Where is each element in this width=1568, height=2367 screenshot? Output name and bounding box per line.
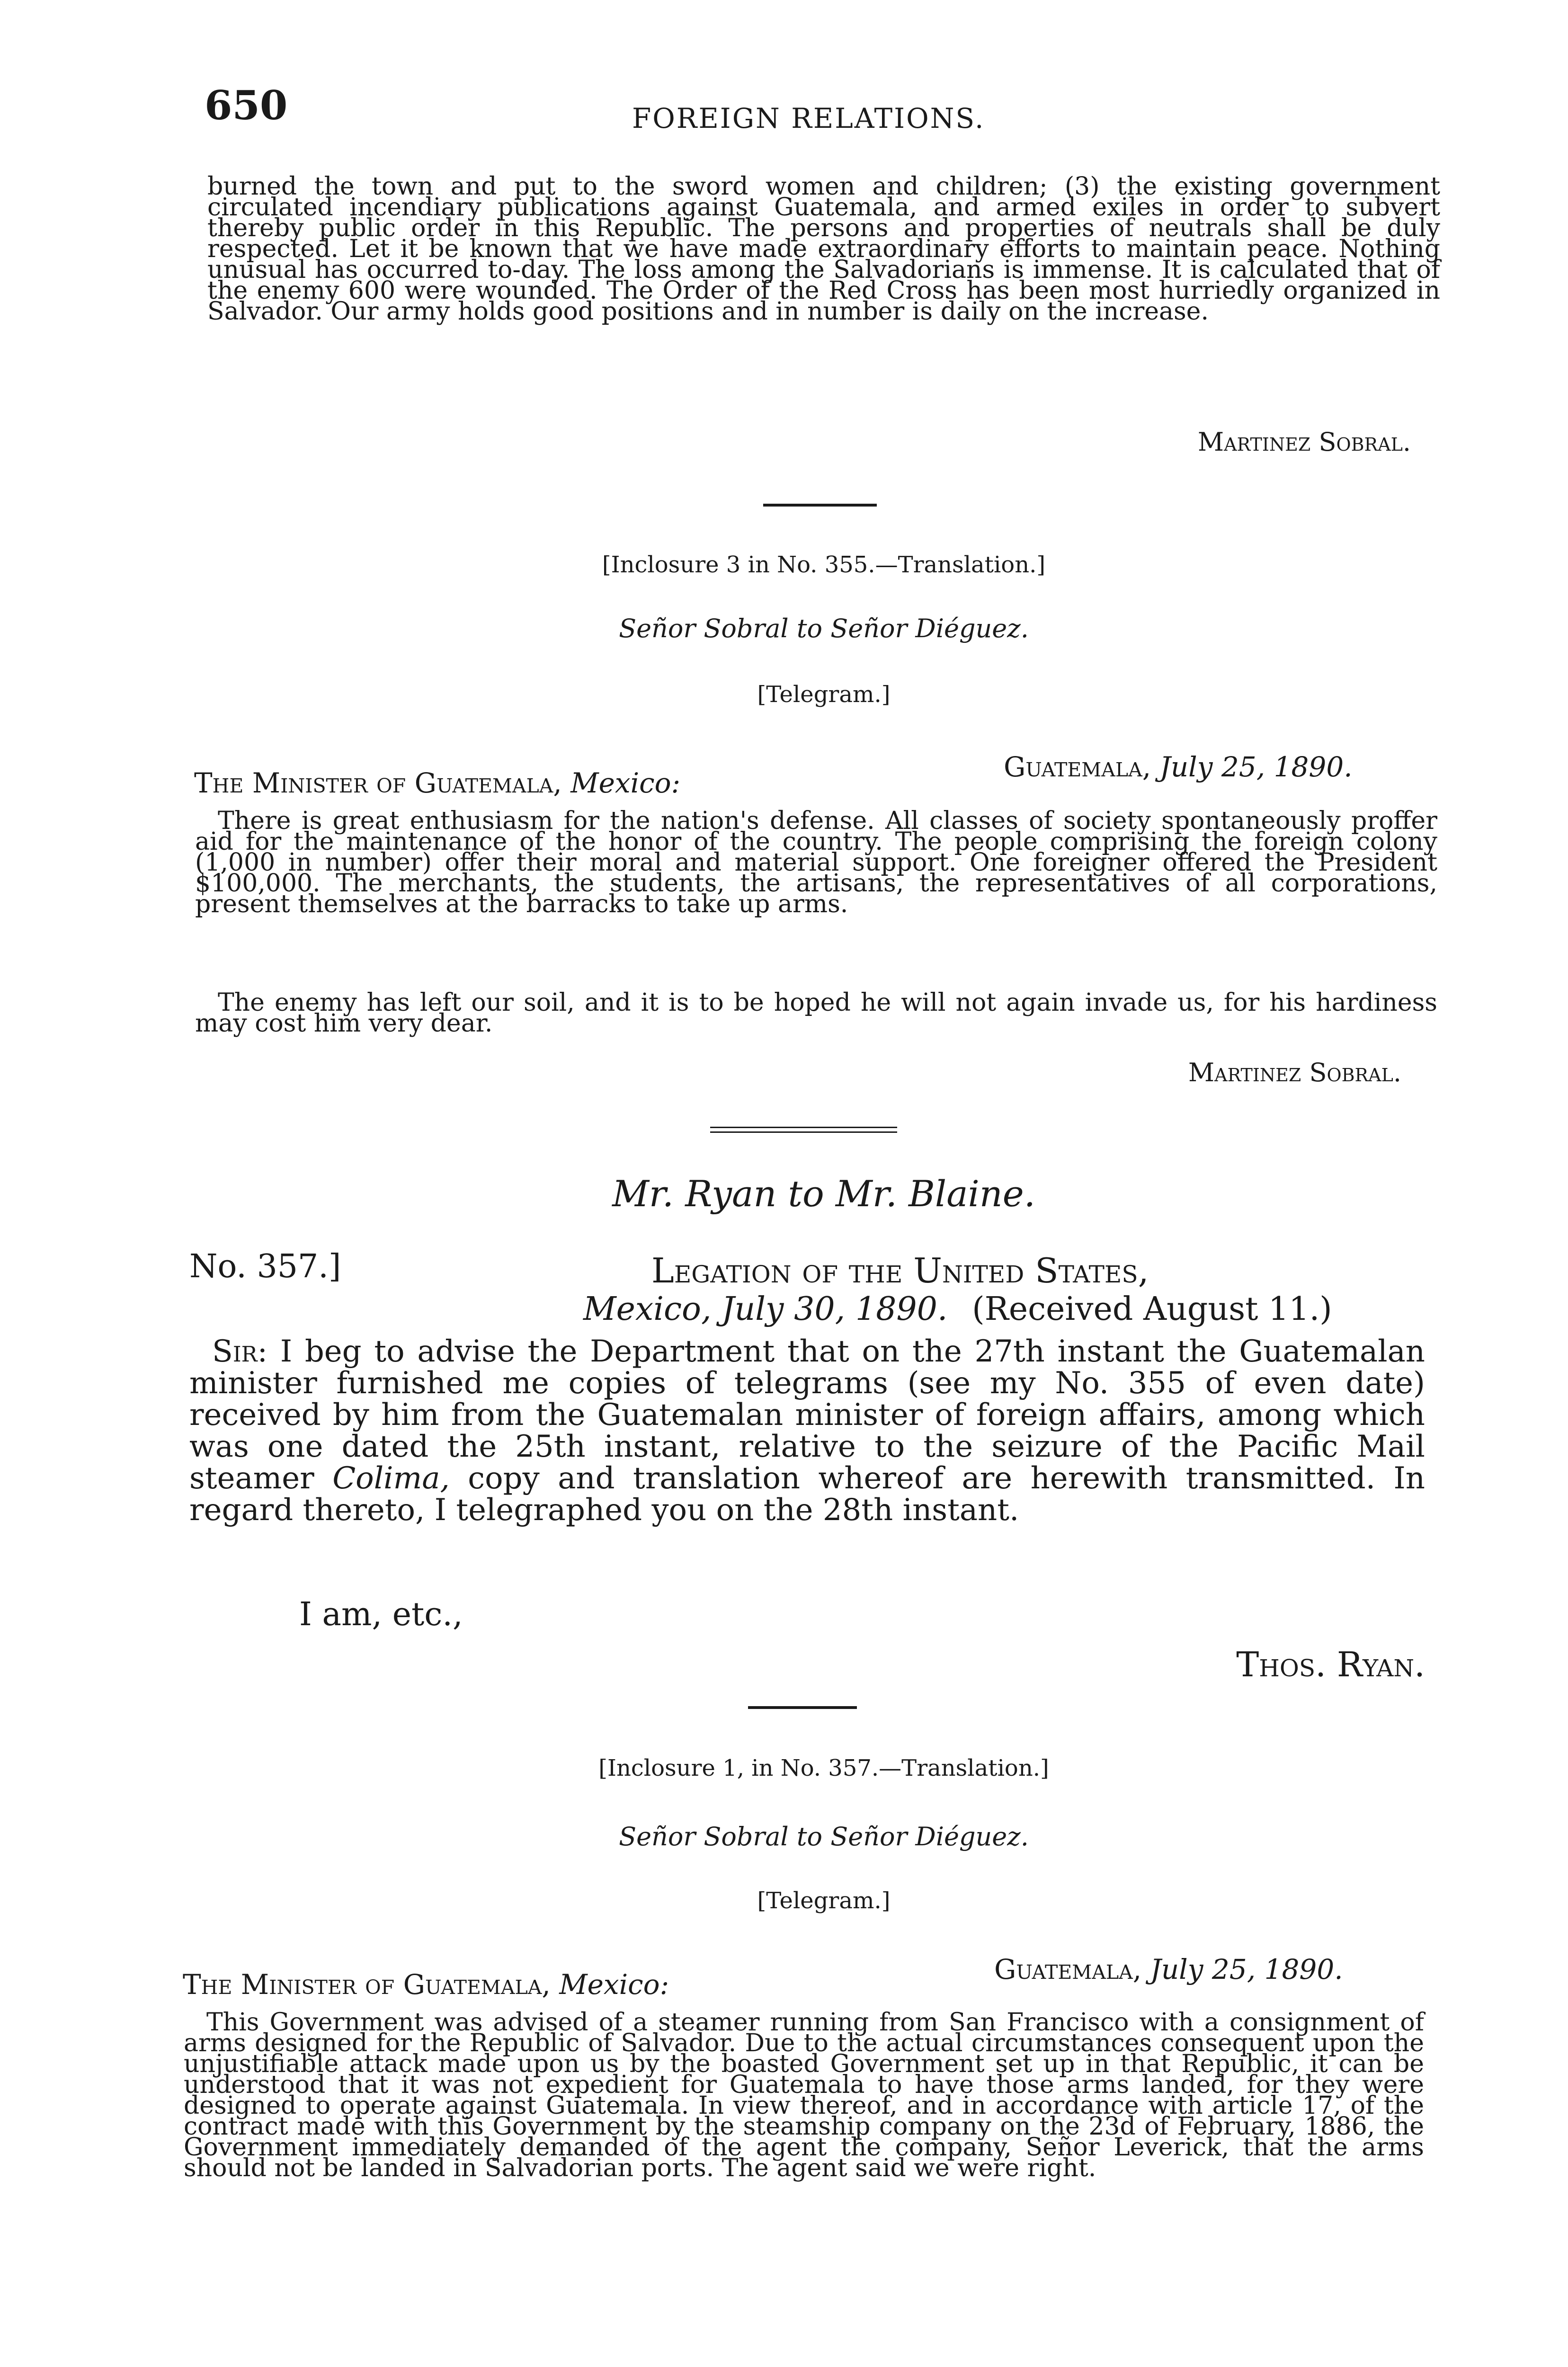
letter-received: (Received August 11.) [972,1290,1332,1328]
dateline-place: Guatemala, [1004,751,1151,783]
addressee-title: The Minister of Guatemala, [194,767,562,799]
inclosure-3-signature: Martinez Sobral. [1188,1058,1401,1087]
letter-body-text-2: copy and translation whereof are herewith transmitted. In regard thereto, I telegraphed you on the 28th instant. [189,1461,1425,1528]
continuation-paragraph: burned the town and put to the sword women and children; (3) the existing government circulated incendiary publications against Guatemala, and armed exiles in order to subvert thereby public order in this Republic. The persons and properties of neutrals shall be duly respected. Let it be known that we have made extraordinary efforts to maintain peace. Nothing unusual has occurred to-day. The loss among the Salvadorians is immense. It is calculated that of the enemy 600 were wounded. The Order of the Red Cross has been most hurriedly organized in Salvador. Our army holds good positions and in number is daily on the increase. [207,172,1440,326]
inclosure-3-type: [Telegram.] [757,681,891,708]
inclosure-3-paragraph-1: There is great enthusiasm for the nation's defense. All classes of society spontaneously proffer aid for the maintenance of the honor of the country. The people comprising the foreign colony (1,000 in number) offer their moral and material support. One foreigner offered the President $100,000. The merchants, the students, the artisans, the representatives of all corporations, present themselves at the barracks to take up arms. [195,807,1437,918]
letter-dateline [583,1292,1332,1326]
inclosure-3-dateline [1004,752,1353,782]
inclosure-3-heading: [Inclosure 3 in No. 355.—Translation.] [602,552,1046,578]
letter-body-text: I beg to advise the Department that on the 27th instant the Guatemalan minister furnished me copies of telegrams (see my No. 355 of even date) received by him from the Guatemalan minister of foreign affairs, among which was one dated the 25th instant, relative to the seizure of the Pacific Mail steamer [189,1334,1425,1496]
letter-closing: I am, etc., [299,1596,463,1633]
section-divider-double [710,1127,897,1128]
addressee-place: Mexico: [570,767,681,799]
inclosure-1-dateline [994,1954,1343,1984]
inclosure-1-title: Señor Sobral to Señor Diéguez. [619,1822,1029,1851]
inclosure-1-paragraph-1: This Government was advised of a steamer running from San Francisco with a consignment of arms designed for the Republic of Salvador. Due to the actual circumstances consequent upon the unjustifiable attack made upon us by the boasted Government set up in that Republic, it can be understood that it was not expedient for Guatemala to have those arms landed, for they were designed to operate against Guatemala. In view thereof, and in accordance with article 17, of the contract made with this Government by the steamship company on the 23d of February, 1886, the Government immediately demanded of the agent the company, Señor Leverick, that the arms should not be landed in Salvadorian ports. The agent said we were right. [184,2008,1424,2182]
section-divider-double-2 [710,1131,897,1133]
inclosure-3-addressee [194,768,680,798]
addressee-title: The Minister of Guatemala, [183,1968,551,2001]
dateline-date: July 25, 1890. [1150,1953,1343,1985]
letter-signature: Thos. Ryan. [1236,1645,1425,1684]
letter-salutation: Sir: [212,1334,268,1369]
letter-title: Mr. Ryan to Mr. Blaine. [612,1173,1035,1215]
ship-name: Colima, [332,1461,450,1496]
letter-date: July 30, 1890. [722,1290,948,1328]
dateline-place: Guatemala, [994,1953,1142,1985]
inclosure-1-heading: [Inclosure 1, in No. 357.—Translation.] [598,1755,1049,1781]
continuation-signature: Martinez Sobral. [1197,427,1411,457]
page-number: 650 [205,82,288,129]
addressee-place: Mexico: [559,1968,669,2001]
section-divider-3 [748,1706,857,1709]
inclosure-1-type: [Telegram.] [757,1887,891,1914]
inclosure-3-paragraph-2: The enemy has left our soil, and it is to be hoped he will not again invade us, for his hardiness may cost him very dear. [195,988,1437,1038]
letter-place: Mexico, [583,1290,712,1328]
dateline-date: July 25, 1890. [1159,751,1353,783]
letter-body [189,1336,1425,1526]
letter-number: No. 357.] [189,1248,341,1285]
letter-legation: Legation of the United States, [651,1251,1149,1290]
running-title: FOREIGN RELATIONS. [632,102,985,134]
section-divider [763,504,877,507]
inclosure-3-title: Señor Sobral to Señor Diéguez. [619,614,1029,643]
inclosure-1-addressee [183,1969,669,2000]
